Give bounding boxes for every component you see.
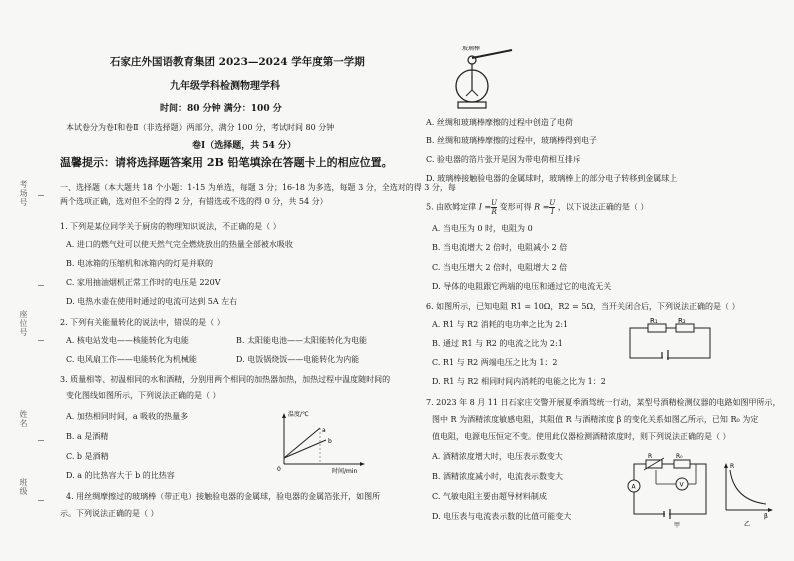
q5-option-a: A. 当电压为 0 时，电阻为 0 bbox=[432, 224, 533, 233]
q5-stem bbox=[426, 199, 648, 216]
q3-stem-2: 变化图线如图所示，下列说法正确的是（ ） bbox=[66, 391, 221, 400]
margin-label-class: 班级 bbox=[19, 478, 28, 496]
q7-graph-beta-axis: β bbox=[764, 513, 768, 520]
exam-intro: 本试卷分为卷Ⅰ和卷Ⅱ（非选择题）两部分，满分 100 分，考试时间 80 分钟 bbox=[66, 123, 335, 132]
q6-option-b: B. 通过 R1 与 R2 的电流之比为 2:1 bbox=[432, 339, 563, 348]
q4-stem-1: 4. 用丝绸摩擦过的玻璃棒（带正电）接触验电器的金属球，验电器的金属箔张开，如图所 bbox=[66, 492, 381, 501]
margin-label-exam-room: 考场号 bbox=[19, 180, 28, 207]
q7-graph-yi bbox=[718, 460, 774, 528]
q7-ammeter-label: A bbox=[631, 483, 636, 491]
q3-option-b: B. a 是酒精 bbox=[66, 432, 109, 441]
q5-formula-1-den: R bbox=[491, 208, 497, 216]
exam-title: 石家庄外国语教育集团 2023—2024 学年度第一学期 bbox=[110, 56, 365, 68]
q3-option-a: A. 加热相同时间，a 吸收的热量多 bbox=[66, 412, 189, 421]
q3-graph-x-label: 时间/min bbox=[332, 468, 358, 474]
q7-circuit-jia bbox=[626, 450, 716, 528]
q3-temperature-graph bbox=[274, 410, 366, 474]
q4-option-a: A. 丝绸和玻璃棒摩擦的过程中创造了电荷 bbox=[426, 118, 573, 127]
q2-option-a: A. 核电站发电——核能转化为电能 bbox=[66, 336, 189, 345]
q1-option-b: B. 电冰箱的压缩机和冰箱内的灯是并联的 bbox=[66, 259, 213, 268]
q7-r-label: R bbox=[648, 453, 653, 460]
q3-graph-origin: 0 bbox=[277, 466, 281, 473]
q4-stem-2: 示。下列说法正确的是（ ） bbox=[60, 509, 159, 518]
q6-stem: 6. 如图所示，已知电阻 R1 = 10Ω，R2 = 5Ω，当开关闭合后，下列说法正确的是（ ） bbox=[426, 302, 740, 311]
q7-option-b: B. 酒精浓度减小时，电流表示数变大 bbox=[432, 472, 563, 481]
q7-option-c: C. 气敏电阻主要由超导材料制成 bbox=[432, 492, 547, 501]
q7-stem-3: 值电阻，电源电压恒定不变。使用此仪器检测酒精浓度时，则下列说法正确的是（ ） bbox=[432, 432, 731, 441]
q3-option-c: C. b 是酒精 bbox=[66, 452, 109, 461]
q2-option-c: C. 电风扇工作——电能转化为机械能 bbox=[66, 355, 197, 364]
q7-jia-label: 甲 bbox=[674, 522, 681, 528]
q5-formula-2-fraction bbox=[549, 199, 555, 216]
q4-option-c: C. 验电器的箔片张开是因为带电荷相互排斥 bbox=[426, 155, 581, 164]
q1-option-a: A. 进口的燃气灶可以使天然气完全燃烧放出的热量全部被水吸收 bbox=[66, 240, 293, 249]
margin-tick bbox=[38, 285, 44, 286]
q5-option-c: C. 当电压增大 2 倍时，电阻增大 2 倍 bbox=[432, 263, 568, 272]
q5-formula-2-den: I bbox=[550, 208, 554, 216]
q1-option-d: D. 电热水壶在使用时通过的电流可达到 5A 左右 bbox=[66, 297, 238, 306]
q5-option-b: B. 当电流增大 2 倍时，电阻减小 2 倍 bbox=[432, 243, 568, 252]
q5-stem-mid: 变形可得 bbox=[499, 202, 532, 212]
margin-tick bbox=[38, 195, 44, 196]
q7-stem-2: 图中 R 为酒精浓度敏感电阻，其阻值 R 与酒精浓度 β 的变化关系如图乙所示，已知 R₀ 为定 bbox=[432, 415, 759, 424]
q5-formula-2-num: U bbox=[549, 199, 556, 207]
q4-option-d: D. 玻璃棒接触验电器的金属球时，玻璃棒上的部分电子转移到金属球上 bbox=[426, 174, 678, 183]
margin-tick bbox=[38, 340, 44, 341]
margin-tick bbox=[38, 500, 44, 501]
q6-option-d: D. R1 与 R2 相同时间内消耗的电能之比为 1：2 bbox=[432, 377, 606, 386]
margin-label-name: 姓名 bbox=[19, 410, 28, 428]
q3-graph-label-b: b bbox=[328, 438, 332, 445]
section-title: 卷Ⅰ（选择题，共 54 分） bbox=[192, 141, 297, 151]
q3-option-d: D. a 的比热容大于 b 的比热容 bbox=[66, 471, 175, 480]
q5-formula-1-num: U bbox=[491, 199, 498, 207]
q5-formula-1-fraction bbox=[491, 199, 497, 216]
warm-tip: 温馨提示：请将选择题答案用 2B 铅笔填涂在答题卡上的相应位置。 bbox=[60, 156, 393, 169]
q4-glass-rod-label: 玻璃棒 bbox=[462, 46, 481, 52]
margin-label-seat: 座位号 bbox=[19, 310, 28, 337]
q6-r1-label: R₁ bbox=[650, 318, 658, 325]
q5-stem-pre: 5. 由欧姆定律 bbox=[426, 202, 477, 212]
exam-subject: 九年级学科检测物理学科 bbox=[170, 81, 280, 92]
q2-option-b: B. 太阳能电池——太阳能转化为电能 bbox=[236, 336, 367, 345]
q5-stem-post: ，以下说法正确的是（ ） bbox=[557, 202, 649, 212]
q6-option-a: A. R1 与 R2 消耗的电功率之比为 2:1 bbox=[432, 320, 569, 329]
q7-yi-label: 乙 bbox=[744, 521, 751, 528]
q2-option-d: D. 电饭锅烧饭——电能转化为内能 bbox=[236, 355, 360, 364]
q1-option-c: C. 家用抽油烟机正常工作时的电压是 220V bbox=[66, 278, 221, 287]
q3-graph-y-label: 温度/℃ bbox=[288, 411, 309, 418]
q3-stem-1: 3. 质量相等、初温相同的水和酒精，分别用两个相同的加热器加热，加热过程中温度随时间的 bbox=[60, 375, 391, 384]
q1-stem: 1. 下列是某位同学关于厨房的物理知识说法，不正确的是（ ） bbox=[60, 222, 281, 231]
right-column bbox=[418, 0, 790, 561]
part1-instruction-2: 两个选项正确，选对但不全的得 2 分，有错选或不选的得 0 分，共 54 分） bbox=[60, 197, 328, 206]
q7-option-a: A. 酒精浓度增大时，电压表示数变大 bbox=[432, 452, 563, 461]
q6-circuit-diagram bbox=[624, 318, 716, 364]
q2-stem: 2. 下列有关能量转化的说法中，错误的是（ ） bbox=[60, 318, 225, 327]
q5-option-d: D. 导体的电阻跟它两端的电压和通过它的电流无关 bbox=[432, 282, 612, 291]
part1-instruction-1: 一、选择题（本大题共 18 个小题：1-15 为单选，每题 3 分；16-18 为多选，每题 3 分，全选对的得 3 分，每 bbox=[60, 183, 456, 192]
q7-voltmeter-label: V bbox=[679, 481, 684, 489]
q7-stem-1: 7. 2023 年 8 月 11 日石家庄交警开展夏季酒驾统一行动，某型号酒精检测仪器的电路如图甲所示， bbox=[426, 398, 781, 407]
q5-formula-2-lhs: R = bbox=[534, 202, 550, 212]
q6-option-c: C. R1 与 R2 两端电压之比为 1：2 bbox=[432, 358, 558, 367]
time-score: 时间：80 分钟 满分：100 分 bbox=[160, 104, 282, 114]
q7-graph-r-axis: R bbox=[730, 463, 735, 470]
q6-r2-label: R₂ bbox=[678, 318, 686, 325]
q7-r0-label: R₀ bbox=[676, 453, 683, 460]
q7-option-d: D. 电压表与电流表示数的比值可能变大 bbox=[432, 512, 572, 521]
q4-option-b: B. 丝绸和玻璃棒摩擦的过程中，玻璃棒得到电子 bbox=[426, 136, 597, 145]
q3-graph-label-a: a bbox=[322, 427, 326, 434]
margin-tick bbox=[38, 440, 44, 441]
q4-electroscope-figure bbox=[436, 46, 520, 114]
q5-formula-1-lhs: I = bbox=[478, 202, 492, 212]
